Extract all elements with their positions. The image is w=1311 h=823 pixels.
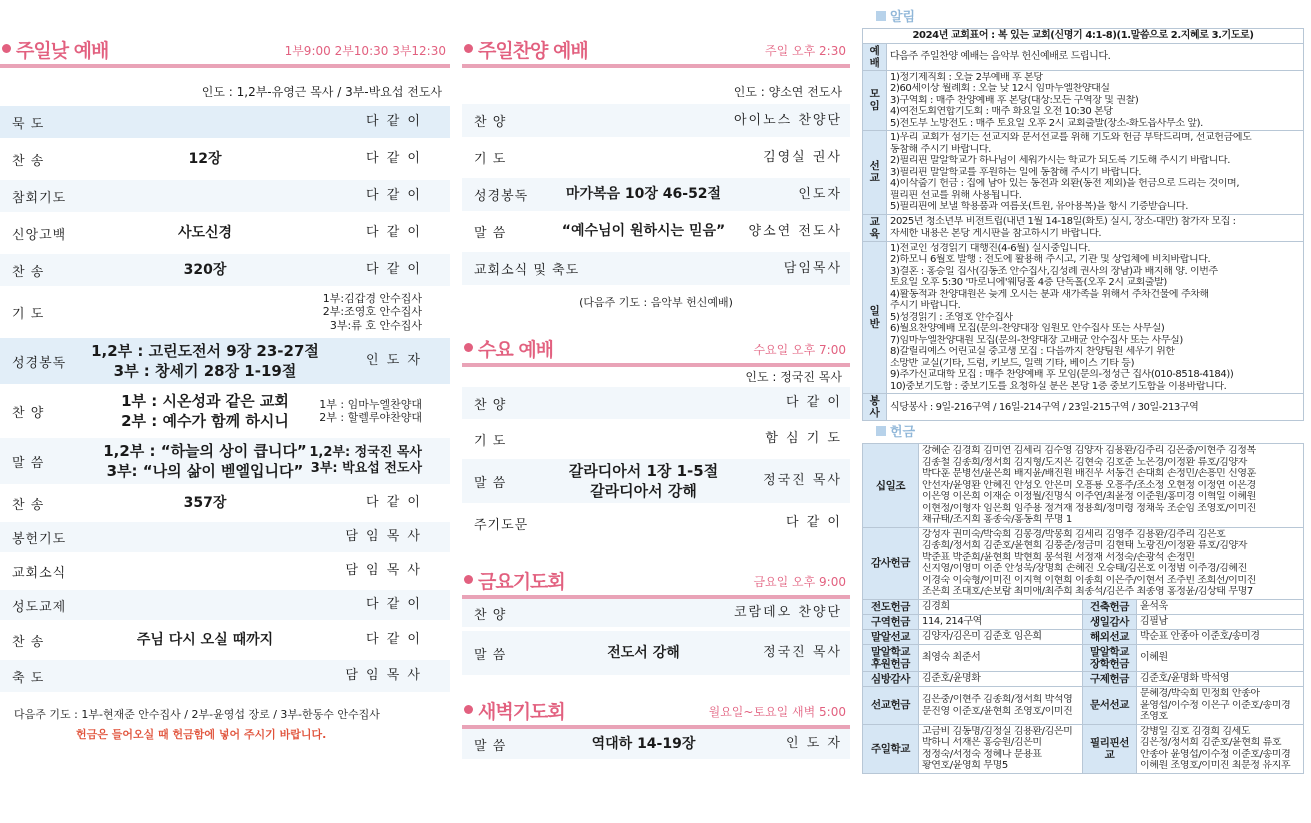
- sunday-service-title: 주일낮 예배: [16, 40, 109, 62]
- text-line: 10)중보기도함 : 중보기도를 요청하실 분은 본당 1층 중보기도함을 이용바랍니다.: [890, 380, 1227, 392]
- order-leader-line: 김영실 권사: [763, 149, 842, 165]
- order-content: [80, 388, 330, 434]
- order-leader: [786, 729, 842, 759]
- text-line: 윤영섭/이수정 이은구 이준호/송미경: [1140, 699, 1291, 711]
- text-line: 6)월요찬양예배 모집(문의-찬양대장 임원모 안수집사 또는 사무실): [890, 323, 1165, 335]
- order-content-line: 12장: [188, 150, 222, 167]
- order-leader-line: 담 임 목 사: [345, 563, 422, 579]
- text-line: 2025년 청소년부 비전트립(내년 1월 14-18일(화토) 실시, 장소-대만) 참가자 모집 :: [890, 216, 1236, 228]
- thanks-label: 감사헌금: [863, 527, 919, 599]
- text-line: 김종철 김종희/정서희 김지형/도지은 김현숙 김호준 노은경/이정환 류호/김양자: [922, 456, 1247, 468]
- missions-offering-value: 김경희: [919, 599, 1083, 614]
- order-content: [532, 178, 755, 211]
- text-line: 김종희/정서희 김준호/윤현희 김풍준/정금미 김현태 노광진/이정환 류호/김양자: [922, 540, 1248, 552]
- order-content-line: 전도서 강해: [607, 644, 680, 661]
- text-line: 9)추가신교대학 모집 : 매주 찬양예배 후 모임(문의-정성근 집사(010-8518-4184)): [890, 369, 1234, 381]
- text-line: 토요일 오후 5:30 '마로니에'웨딩홀 4층 단독홀(오후 2시 교회출발): [890, 277, 1167, 289]
- order-leader-line: 아이노스 찬양단: [733, 112, 842, 128]
- order-content-line: 사도신경: [177, 224, 233, 241]
- order-label: 말 씀: [474, 738, 507, 754]
- text-line: 이현정/이형자 임은희 임주용 정겨재 정용희/정미령 정채욱 조순임 조영호/이미진: [922, 502, 1256, 514]
- order-label: 찬 송: [12, 497, 45, 513]
- order-label: 찬 양: [474, 607, 507, 623]
- service-text: 식당봉사 : 9일-216구역 / 16일-214구역 / 23일-215구역 / 30일-213구역: [887, 394, 1304, 421]
- order-label: 찬 양: [12, 405, 45, 421]
- service-label: 봉사: [863, 394, 887, 421]
- birthday-label: 생일감사: [1083, 614, 1137, 629]
- order-leader: [366, 488, 422, 518]
- dawn-service-header: [462, 693, 850, 725]
- order-label: 찬 양: [474, 115, 507, 130]
- announcements-column: [862, 0, 1304, 774]
- text-line: 안선자/윤영환 안혜진 안성오 안은미 오흥룡 오흥주/조소정 오현정 이정연 이은경: [922, 479, 1256, 491]
- order-leader-line: 다 같 이: [366, 597, 422, 613]
- order-label: 말 씀: [12, 455, 45, 471]
- order-label: 교회소식: [12, 565, 67, 581]
- malal-value: 김양자/김은미 김준호 임은희: [919, 630, 1083, 645]
- general-lines: [887, 241, 1304, 394]
- philippines-label: 필리핀선교: [1083, 724, 1137, 773]
- order-label: 기 도: [474, 433, 507, 449]
- mission-support-lines: [919, 687, 1083, 725]
- order-row: [0, 660, 450, 692]
- district-label: 구역헌금: [863, 614, 919, 629]
- district-value: 114, 214구역: [919, 614, 1083, 629]
- birthday-value: 김필남: [1137, 614, 1304, 629]
- order-leader: [309, 438, 422, 484]
- mission-lines: [887, 131, 1304, 215]
- order-content-line: “예수님이 원하시는 믿음”: [561, 223, 726, 240]
- text-line: 4)이삭줍기 헌금 : 집에 남아 있는 동전과 외환(동전 제외)을 헌금으로 드리는 것이며,: [890, 178, 1240, 190]
- weekly-value: 박순표 안종아 이준호/송미경: [1137, 630, 1304, 645]
- order-content-line: 1,2부 : “하늘의 상이 큽니다”: [103, 441, 307, 460]
- order-leader: [366, 216, 422, 250]
- text-line: 정정숙/서정숙 정혜나 문용표: [922, 748, 1042, 760]
- order-content-line: 주님 다시 오실 때까지: [136, 631, 274, 648]
- order-content: [80, 438, 330, 484]
- mission-support-label: 선교헌금: [863, 687, 919, 725]
- order-row: [0, 522, 450, 552]
- text-line: 4)여전도회연합기도회 : 매주 화요일 오전 10:30 본당: [890, 106, 1113, 118]
- text-line: 박하니 서재은 홍승원/김은미: [922, 737, 1042, 749]
- order-row: [462, 507, 850, 539]
- order-leader-line: 다 같 이: [366, 225, 422, 241]
- order-leader-line: 다 같 이: [366, 262, 422, 278]
- dawn-service-title: 새벽기도회: [478, 701, 565, 723]
- order-content-line: 320장: [183, 261, 227, 278]
- order-leader-line: 인 도 자: [786, 736, 842, 752]
- order-leader: [366, 180, 422, 212]
- text-line: 채규태/조지희 홍종숙/홍동희 무명 1: [922, 514, 1072, 526]
- praise-order-list: [462, 104, 850, 285]
- education-label: 교육: [863, 214, 887, 241]
- order-content: [532, 631, 755, 675]
- order-row: [462, 387, 850, 419]
- order-content-line: 1,2부 : 고린도전서 9장 23-27절: [91, 341, 319, 360]
- order-content-line: 3부: “나의 삶이 벧엘입니다”: [106, 462, 304, 480]
- order-label: 주기도문: [474, 517, 529, 533]
- order-row: [0, 180, 450, 212]
- building-label: 건축헌금: [1083, 599, 1137, 614]
- order-row: [0, 106, 450, 138]
- order-content: [80, 254, 330, 286]
- wednesday-service-title: 수요 예배: [478, 339, 554, 361]
- text-line: 박다훈 문병선/윤은희 배지윤/배진원 배진우 서동건 손대희 손정민/손흥민 신영훈: [922, 468, 1256, 480]
- friday-service-header: [462, 563, 850, 595]
- weekday-services-column: [462, 0, 850, 763]
- general-label: 일반: [863, 241, 887, 394]
- praise-service-title: 주일찬양 예배: [478, 40, 588, 62]
- order-label: 말 씀: [474, 475, 507, 491]
- weekly-label: 해외선교: [1083, 630, 1137, 645]
- sunday-service-leaders: 인도 : 1,2부-유영근 목사 / 3부-박요섭 전도사: [201, 85, 442, 99]
- order-leader: [798, 178, 842, 211]
- order-row: [462, 729, 850, 759]
- order-label: 성도교제: [12, 599, 67, 615]
- thanks-lines: [919, 527, 1304, 599]
- mission-label: 선교: [863, 131, 887, 215]
- order-row: [0, 216, 450, 250]
- dawn-service-time: 월요일~토요일 새벽 5:00: [708, 705, 846, 719]
- order-label: 신앙고백: [12, 227, 67, 243]
- order-row: [462, 459, 850, 503]
- order-leader: [366, 590, 422, 620]
- text-line: 강병일 김호 김경희 김세도: [1140, 725, 1251, 737]
- order-row: [0, 624, 450, 656]
- text-line: 신지영/이영미 이준 안성욱/장명희 손혜진 오승태/김은호 이정범 이주경/김혜진: [922, 563, 1247, 575]
- order-leader: [366, 254, 422, 286]
- missions-offering-label: 전도헌금: [863, 599, 919, 614]
- text-line: 안종아 윤영섭/이수정 이준호/송미경: [1140, 748, 1291, 760]
- text-line: 주시기 바랍니다.: [890, 300, 961, 312]
- sunday-service-header: [0, 32, 450, 64]
- order-leader-line: 다 같 이: [366, 151, 422, 167]
- order-leader: [345, 660, 422, 692]
- order-leader-line: 다 같 이: [366, 632, 422, 648]
- order-content-line: 갈라디아서 1장 1-5절: [568, 461, 719, 480]
- text-line: 7)임마누엘찬양대원 모집(문의-찬양대장 고배균 안수집사 또는 사무실): [890, 334, 1183, 346]
- text-line: 필리핀 선교를 위해 사용됩니다.: [890, 189, 1022, 201]
- order-content: [532, 215, 755, 248]
- friday-service-title: 금요기도회: [478, 571, 565, 593]
- next-prayer-note: 다음주 기도 : 1부-현재준 안수집사 / 2부-윤영섭 장로 / 3부-한동수 안수집사: [14, 708, 380, 721]
- friday-order-list: [462, 599, 850, 675]
- order-leader: [763, 459, 842, 503]
- order-leader-line: 다 같 이: [366, 114, 422, 130]
- bullet-dot-icon: [464, 343, 473, 352]
- malal-label: 말알선교: [863, 630, 919, 645]
- order-row: [0, 556, 450, 586]
- text-line: 문진영 이준호/윤현희 조영호/이미진: [922, 705, 1073, 717]
- order-leader: [319, 388, 422, 434]
- text-line: 8)갈릴리예스 어린교실 중고생 모집 : 다음까지 찬양팀원 세우기 위한: [890, 346, 1175, 358]
- order-leader: [784, 252, 842, 285]
- order-label: 참회기도: [12, 190, 67, 206]
- text-line: 2)필리핀 말알학교가 하나님이 세워가시는 학교가 되도록 기도해 주시기 바랍니다.: [890, 155, 1231, 167]
- order-leader: [786, 387, 842, 419]
- order-leader-line: 1,2부: 정국진 목사: [309, 445, 422, 461]
- order-leader-line: 2부:조영호 안수집사: [322, 305, 422, 319]
- tithe-lines: [919, 444, 1304, 528]
- text-line: 고금비 김동명/김정실 김용환/김은미: [922, 725, 1073, 737]
- bullet-dot-icon: [464, 705, 473, 714]
- order-row: [0, 142, 450, 176]
- order-leader-line: 3부:류 호 안수집사: [329, 318, 422, 332]
- order-row: [0, 590, 450, 620]
- order-leader-line: 1부 : 임마누엘찬양대: [319, 397, 422, 411]
- order-leader: [765, 423, 842, 455]
- order-leader-line: 인도자: [798, 186, 842, 202]
- relief-value: 김준호/윤명화: [919, 672, 1083, 687]
- order-content-line: 1부 : 시온성과 같은 교회: [121, 391, 289, 410]
- malal-school-label: 말알학교 후원헌금: [863, 645, 919, 672]
- text-line: 이경숙 이숙형/이미진 이지혁 이현희 이종희 이은주/이현서 조주빈 조희선/이미진: [922, 574, 1256, 586]
- order-content-line: 마가복음 10장 46-52절: [565, 186, 722, 203]
- literature-lines: [1137, 687, 1304, 725]
- text-line: 조은희 조대호/손보람 최미애/최주희 최종석/김은주 최종영 홍정윤/김상태 무명7: [922, 586, 1253, 598]
- order-label: 찬 양: [474, 397, 507, 413]
- order-leader: [366, 338, 422, 384]
- text-line: 조영호: [1140, 711, 1168, 723]
- order-row: [0, 254, 450, 286]
- worship-text: 다음주 주일찬양 예배는 음악부 헌신예배로 드립니다.: [887, 43, 1304, 70]
- text-line: 3)필리핀 말알학교를 후원하는 일에 동참해 주시기 바랍니다.: [890, 166, 1142, 178]
- order-leader-line: 담 임 목 사: [345, 668, 422, 684]
- order-leader-line: 1부:김갑경 안수집사: [322, 292, 422, 306]
- order-leader: [749, 215, 842, 248]
- offerings-heading: 헌금: [862, 423, 1304, 443]
- text-line: 자세한 내용은 본당 게시판을 참고하시기 바랍니다.: [890, 227, 1102, 239]
- order-content: [80, 216, 330, 250]
- order-content: [80, 142, 330, 176]
- order-row: [462, 252, 850, 285]
- aid-label: 구제헌금: [1083, 672, 1137, 687]
- philippines-lines: [1137, 724, 1304, 773]
- order-leader-line: 함 심 기 도: [765, 431, 842, 447]
- square-bullet-icon: [876, 426, 886, 436]
- order-leader: [366, 106, 422, 138]
- order-label: 기 도: [474, 152, 507, 167]
- order-content: [80, 624, 330, 656]
- order-row: [0, 488, 450, 518]
- order-content-line: 357장: [183, 494, 227, 511]
- text-line: 박준표 박준희/윤현희 박현희 봉석원 서정재 서정숙/손광석 손정민: [922, 551, 1195, 563]
- praise-service-header: [462, 32, 850, 64]
- order-leader: [786, 507, 842, 539]
- text-line: 2)60세이상 월례회 : 오늘 낮 12시 임마누엘찬양대실: [890, 83, 1110, 95]
- order-leader: [345, 522, 422, 552]
- text-line: 김은중/이현주 김종희/정서희 박석영: [922, 694, 1073, 705]
- order-content-line: 갈라디아서 강해: [590, 482, 697, 500]
- order-content: [532, 459, 755, 503]
- sunday-service-column: [0, 0, 450, 744]
- building-value: 윤석욱: [1137, 599, 1304, 614]
- wednesday-service-leader: 인도 : 정국진 목사: [745, 370, 842, 384]
- praise-next-prayer: (다음주 기도 : 음악부 헌신예배): [579, 296, 733, 309]
- square-bullet-icon: [876, 11, 886, 21]
- order-row: [462, 104, 850, 137]
- order-content: [532, 729, 755, 759]
- text-line: 3)구역회 : 매주 찬양예배 후 본당(대상:모든 구역장 및 권찰): [890, 94, 1139, 106]
- order-row: [0, 290, 450, 334]
- text-line: 강성자 권미숙/박숙희 김봉경/박봉희 김세리 김영주 김용환/김주리 김은호: [922, 528, 1226, 540]
- text-line: 5)성경읽기 : 조영호 안수집사: [890, 311, 1013, 323]
- order-row: [0, 438, 450, 484]
- text-line: 강혜순 김경희 김미연 김세리 김수영 김양자 김용환/김주리 김은중/이현주 김정복: [922, 445, 1256, 457]
- order-leader-line: 담임목사: [783, 260, 842, 276]
- malal-school2-value: 이혜원: [1137, 645, 1304, 672]
- order-row: [0, 338, 450, 384]
- order-leader: [345, 556, 422, 586]
- sunday-order-list: [0, 106, 450, 692]
- order-leader: [366, 624, 422, 656]
- literature-label: 문서선교: [1083, 687, 1137, 725]
- wednesday-service-header: [462, 331, 850, 363]
- order-leader: [366, 142, 422, 176]
- order-leader-line: 다 같 이: [786, 515, 842, 531]
- friday-service-time: 금요일 오후 9:00: [753, 575, 846, 589]
- order-label: 말 씀: [474, 647, 507, 663]
- order-label: 찬 송: [12, 264, 45, 280]
- text-line: 4)활동적과 찬양대원은 늦게 오시는 분과 새가족을 위해서 주차건물에 주차해: [890, 288, 1209, 300]
- text-line: 동참해 주시기 바랍니다.: [890, 143, 991, 155]
- order-leader: [734, 599, 842, 627]
- order-row: [462, 215, 850, 248]
- tithe-label: 십일조: [863, 444, 919, 528]
- malal-school2-label: 말알학교 장학헌금: [1083, 645, 1137, 672]
- offerings-table: [862, 443, 1304, 773]
- order-leader-line: 다 같 이: [366, 188, 422, 204]
- order-leader-line: 정국진 목사: [763, 645, 842, 661]
- year-motto: 2024년 교회표어 : 복 있는 교회(신명기 4:1-8)(1.말씀으로 2.지혜로 3.기도로): [863, 29, 1304, 44]
- text-line: 1)우리 교회가 섬기는 선교지와 문서선교를 위해 기도와 헌금 부탁드리며, 선교헌금에도: [890, 132, 1252, 144]
- order-leader-line: 양소연 전도사: [748, 223, 842, 239]
- order-leader-line: 담 임 목 사: [345, 529, 422, 545]
- order-leader: [734, 104, 842, 137]
- text-line: 이혜원 조영호/이미진 최문정 유지후: [1140, 760, 1291, 772]
- wednesday-order-list: [462, 387, 850, 539]
- announcements-heading: 알림: [862, 8, 1304, 28]
- relief-label: 심방감사: [863, 672, 919, 687]
- text-line: 5)전도부 노방전도 : 매주 토요일 오후 2시 교회출발(장소-화도읍사무소 앞).: [890, 117, 1203, 129]
- order-leader: [763, 631, 842, 675]
- order-leader-line: 3부: 박요섭 전도사: [310, 461, 422, 476]
- text-line: 2)하모니 6월호 발행 : 전도에 활용해 주시고, 기관 및 상업체에 비치바랍니다.: [890, 254, 1211, 266]
- order-row: [462, 141, 850, 174]
- order-label: 말 씀: [474, 226, 507, 241]
- order-content-line: 역대하 14-19장: [591, 735, 696, 752]
- aid-value: 김준호/윤명화 박석영: [1137, 672, 1304, 687]
- malal-school-value: 최영숙 최준서: [919, 645, 1083, 672]
- order-label: 찬 송: [12, 153, 45, 169]
- praise-service-time: 주일 오후 2:30: [765, 44, 846, 58]
- text-line: 문혜경/박숙희 민정희 안종아: [1140, 688, 1260, 700]
- order-label: 묵 도: [12, 116, 45, 132]
- order-row: [462, 423, 850, 455]
- text-line: 5)필리핀에 보낼 학용품과 여름옷(트윈, 유아용복)을 항시 기증받습니다.: [890, 201, 1188, 213]
- order-content: [80, 488, 330, 518]
- order-row: [462, 631, 850, 675]
- wednesday-service-time: 수요일 오후 7:00: [753, 343, 846, 357]
- education-lines: [887, 214, 1304, 241]
- order-label: 기 도: [12, 306, 45, 322]
- order-leader-line: 다 같 이: [366, 495, 422, 511]
- sunday-school-lines: [919, 724, 1083, 773]
- text-line: 1)정기제직회 : 오늘 2부예배 후 본당: [890, 71, 1043, 83]
- text-line: 황연호/윤영희 무명5: [922, 760, 1008, 772]
- order-content-line: 2부 : 예수가 함께 하시니: [121, 412, 289, 430]
- order-leader-line: 정국진 목사: [763, 473, 842, 489]
- dawn-order-list: [462, 729, 850, 759]
- order-leader-line: 2부 : 할렐루야찬양대: [319, 411, 422, 424]
- order-label: 성경봉독: [474, 189, 529, 204]
- text-line: 1)전교인 성경읽기 대행진(4-6월) 실시중입니다.: [890, 242, 1091, 254]
- sunday-service-times: 1부9:00 2부10:30 3부12:30: [284, 44, 446, 58]
- bullet-dot-icon: [464, 44, 473, 53]
- order-row: [462, 599, 850, 627]
- offering-notice: 헌금은 들어오실 때 헌금함에 넣어 주시기 바랍니다.: [76, 728, 327, 741]
- text-line: 3)결혼 : 홍승일 집사(김동조 안수집사,김성례 권사의 장남)과 배지해 양. 이번주: [890, 265, 1218, 277]
- text-line: 김은정/정서희 김준호/윤현희 류호: [1140, 737, 1282, 749]
- order-leader-line: 코람데오 찬양단: [733, 605, 842, 621]
- announcements-table: [862, 28, 1304, 421]
- meeting-label: 모임: [863, 70, 887, 131]
- order-label: 성경봉독: [12, 355, 67, 371]
- order-row: [462, 178, 850, 211]
- order-label: 찬 송: [12, 634, 45, 650]
- order-leader: [763, 141, 842, 174]
- sunday-school-label: 주일학교: [863, 724, 919, 773]
- text-line: 이은영 이은희 이재순 이정월/진명식 이주연/최윤정 이준원/홍미경 이혁일 이혜원: [922, 491, 1256, 503]
- order-leader-line: 인 도 자: [366, 353, 422, 369]
- order-label: 교회소식 및 축도: [474, 263, 580, 278]
- bullet-dot-icon: [464, 575, 473, 584]
- order-leader: [323, 290, 422, 334]
- order-label: 축 도: [12, 670, 45, 686]
- order-content: [80, 338, 330, 384]
- order-label: 봉헌기도: [12, 531, 67, 547]
- order-content-line: 3부 : 창세기 28장 1-19절: [113, 362, 297, 380]
- order-row: [0, 388, 450, 434]
- meeting-lines: [887, 70, 1304, 131]
- bullet-dot-icon: [2, 44, 11, 53]
- text-line: 소망반 교실(기타, 드럼, 키보드, 일렉 기타, 베이스 기타 등): [890, 357, 1135, 369]
- worship-label: 예배: [863, 43, 887, 70]
- praise-service-leader: 인도 : 양소연 전도사: [733, 85, 842, 99]
- order-leader-line: 다 같 이: [786, 395, 842, 411]
